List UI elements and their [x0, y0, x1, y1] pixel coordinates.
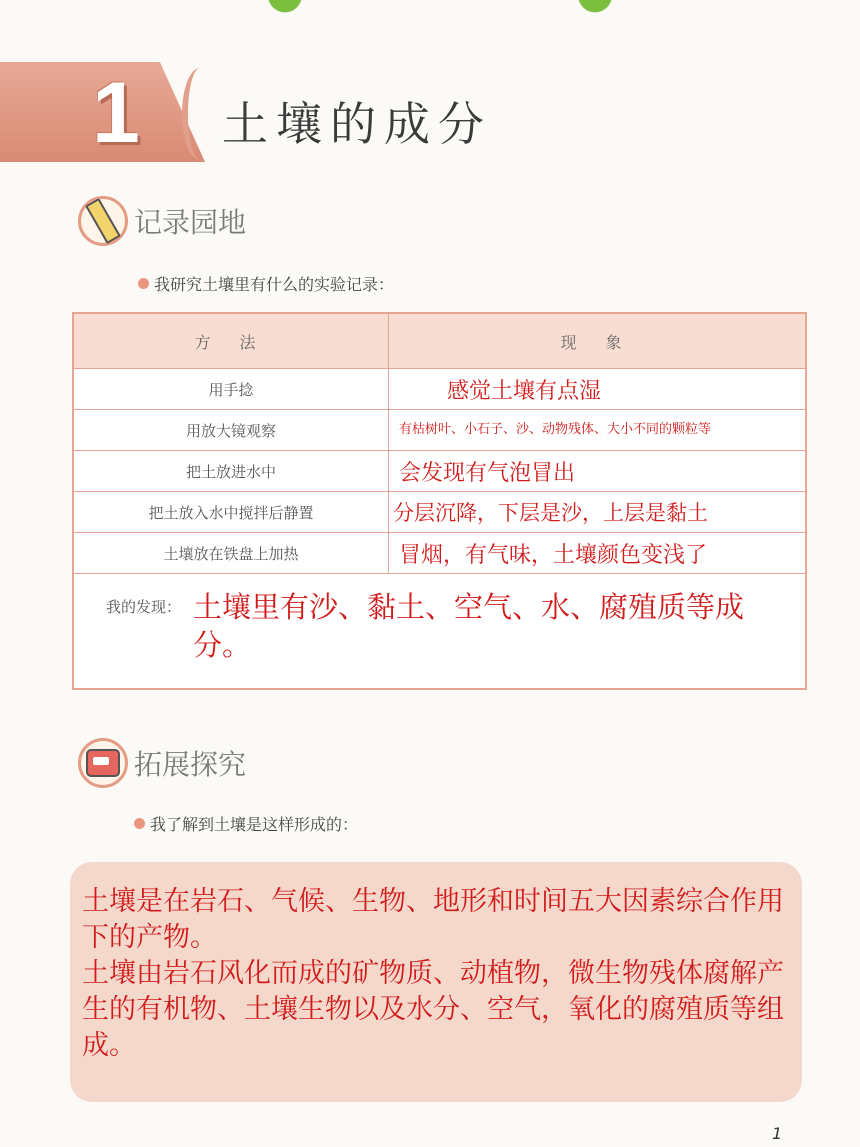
phenomenon-cell: 有枯树叶、小石子、沙、动物残体、大小不同的颗粒等 [399, 422, 712, 437]
answer-paragraph: 土壤是在岩石、气候、生物、地形和时间五大因素综合作用下的产物。 [82, 886, 784, 953]
record-intro [138, 272, 394, 295]
phenomenon-cell: 分层沉降，下层是沙，上层是黏土 [393, 501, 708, 525]
leaf-icon [267, 0, 306, 17]
table-row [74, 492, 805, 533]
top-leaf-decoration [270, 0, 610, 14]
explore-section-title: 拓展探究 [134, 748, 247, 781]
method-cell: 土壤放在铁盘上加热 [74, 533, 389, 573]
finding-area [74, 574, 805, 664]
experiment-record-table [72, 312, 807, 690]
method-cell: 把土放进水中 [74, 451, 389, 491]
phenomenon-cell: 会发现有气泡冒出 [399, 460, 576, 486]
bullet-icon [134, 818, 145, 829]
method-cell: 把土放入水中搅拌后静置 [74, 492, 389, 532]
robot-icon [78, 738, 128, 788]
method-cell: 用手捻 [74, 369, 389, 409]
page-number: 1 [772, 1124, 783, 1143]
pencil-icon [78, 196, 128, 246]
table-header-row [74, 314, 805, 369]
leaf-icon [573, 0, 612, 17]
table-row [74, 410, 805, 451]
table-row [74, 451, 805, 492]
lesson-title: 土壤的成分 [222, 97, 492, 151]
method-cell: 用放大镜观察 [74, 410, 389, 450]
answer-box [70, 862, 802, 1102]
header-method: 方 法 [74, 314, 389, 368]
finding-text: 土壤里有沙、黏土、空气、水、腐殖质等成分。 [193, 590, 745, 662]
table-row [74, 369, 805, 410]
phenomenon-cell: 感觉土壤有点湿 [447, 378, 602, 404]
header-phenomenon: 现 象 [560, 332, 634, 352]
phenomenon-cell: 冒烟，有气味，土壤颜色变浅了 [399, 542, 708, 568]
record-section-header [78, 196, 246, 246]
record-section-title: 记录园地 [134, 206, 247, 239]
explore-intro [134, 812, 358, 835]
finding-label: 我的发现： [106, 598, 182, 616]
explore-section-header [78, 738, 246, 788]
lesson-number: 1 [92, 65, 140, 161]
bullet-icon [138, 278, 149, 289]
title-arc-decoration [182, 68, 218, 160]
table-row [74, 533, 805, 574]
record-intro-text: 我研究土壤里有什么的实验记录： [154, 275, 395, 294]
answer-paragraph: 土壤由岩石风化而成的矿物质、动植物，微生物残体腐解产生的有机物、土壤生物以及水分、空气，氧化的腐殖质等组成。 [82, 958, 784, 1061]
explore-intro-text: 我了解到土壤是这样形成的： [150, 815, 359, 834]
